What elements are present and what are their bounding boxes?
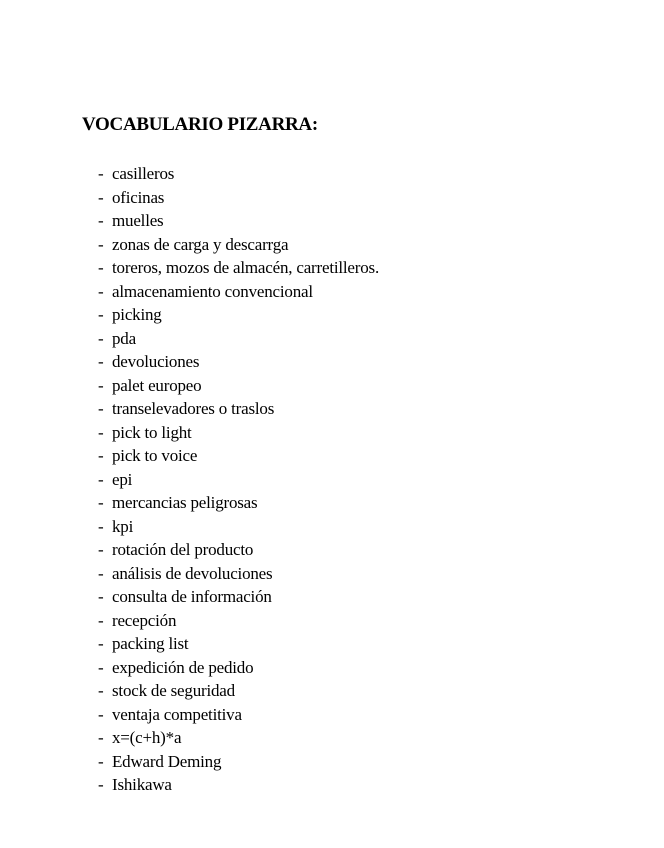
- list-item-text: recepción: [112, 610, 177, 630]
- list-item-text: oficinas: [112, 187, 165, 207]
- bullet-dash: -: [98, 775, 104, 794]
- list-item: [98, 562, 379, 586]
- list-item-text: devoluciones: [112, 352, 200, 371]
- vocabulary-list: [98, 162, 379, 797]
- list-item-text: packing list: [112, 634, 189, 653]
- bullet-dash: -: [98, 540, 104, 559]
- list-item-text: casilleros: [112, 164, 175, 183]
- list-item-text: Edward Deming: [112, 751, 222, 771]
- bullet-dash: -: [98, 610, 104, 630]
- list-item-text: pick to light: [112, 422, 192, 442]
- list-item: [98, 468, 379, 492]
- list-item-text: x=(c+h)*a: [112, 728, 182, 747]
- bullet-dash: -: [98, 399, 104, 418]
- list-item: [98, 538, 379, 562]
- list-item: [98, 609, 379, 633]
- bullet-dash: -: [98, 704, 104, 724]
- bullet-dash: -: [98, 281, 104, 301]
- list-item-text: toreros, mozos de almacén, carretilleros.: [112, 258, 379, 277]
- bullet-dash: -: [98, 493, 104, 512]
- list-item-text: rotación del producto: [112, 540, 254, 559]
- list-item: [98, 703, 379, 727]
- bullet-dash: -: [98, 164, 104, 183]
- list-item: [98, 374, 379, 398]
- list-item-text: pick to voice: [112, 446, 198, 465]
- list-item: [98, 491, 379, 515]
- list-item: [98, 233, 379, 257]
- list-item: [98, 773, 379, 797]
- document-title: VOCABULARIO PIZARRA:: [82, 114, 318, 135]
- bullet-dash: -: [98, 728, 104, 747]
- list-item: [98, 515, 379, 539]
- bullet-dash: -: [98, 587, 104, 606]
- bullet-dash: -: [98, 422, 104, 442]
- list-item: [98, 444, 379, 468]
- list-item-text: palet europeo: [112, 375, 202, 395]
- list-item: [98, 656, 379, 680]
- bullet-dash: -: [98, 375, 104, 395]
- list-item: [98, 679, 379, 703]
- list-item-text: ventaja competitiva: [112, 704, 242, 724]
- list-item-text: stock de seguridad: [112, 681, 235, 700]
- list-item-text: transelevadores o traslos: [112, 399, 275, 418]
- list-item: [98, 421, 379, 445]
- bullet-dash: -: [98, 657, 104, 677]
- bullet-dash: -: [98, 211, 104, 230]
- list-item: [98, 280, 379, 304]
- bullet-dash: -: [98, 751, 104, 771]
- list-item: [98, 397, 379, 421]
- list-item-text: muelles: [112, 211, 164, 230]
- list-item-text: Ishikawa: [112, 775, 172, 794]
- list-item-text: mercancias peligrosas: [112, 493, 258, 512]
- list-item: [98, 162, 379, 186]
- bullet-dash: -: [98, 516, 104, 536]
- list-item-text: consulta de información: [112, 587, 272, 606]
- bullet-dash: -: [98, 305, 104, 324]
- list-item-text: kpi: [112, 516, 134, 536]
- bullet-dash: -: [98, 681, 104, 700]
- list-item: [98, 632, 379, 656]
- list-item: [98, 209, 379, 233]
- bullet-dash: -: [98, 469, 104, 489]
- list-item: [98, 303, 379, 327]
- bullet-dash: -: [98, 328, 104, 348]
- list-item-text: expedición de pedido: [112, 657, 254, 677]
- list-item-text: zonas de carga y descarrga: [112, 234, 289, 254]
- list-item-text: picking: [112, 305, 162, 324]
- list-item-text: pda: [112, 328, 136, 348]
- list-item-text: análisis de devoluciones: [112, 563, 273, 583]
- list-item: [98, 585, 379, 609]
- bullet-dash: -: [98, 234, 104, 254]
- bullet-dash: -: [98, 446, 104, 465]
- bullet-dash: -: [98, 563, 104, 583]
- list-item: [98, 186, 379, 210]
- list-item: [98, 256, 379, 280]
- list-item: [98, 327, 379, 351]
- list-item-text: epi: [112, 469, 133, 489]
- bullet-dash: -: [98, 187, 104, 207]
- list-item-text: almacenamiento convencional: [112, 281, 313, 301]
- bullet-dash: -: [98, 352, 104, 371]
- list-item: [98, 726, 379, 750]
- bullet-dash: -: [98, 634, 104, 653]
- list-item: [98, 750, 379, 774]
- bullet-dash: -: [98, 258, 104, 277]
- list-item: [98, 350, 379, 374]
